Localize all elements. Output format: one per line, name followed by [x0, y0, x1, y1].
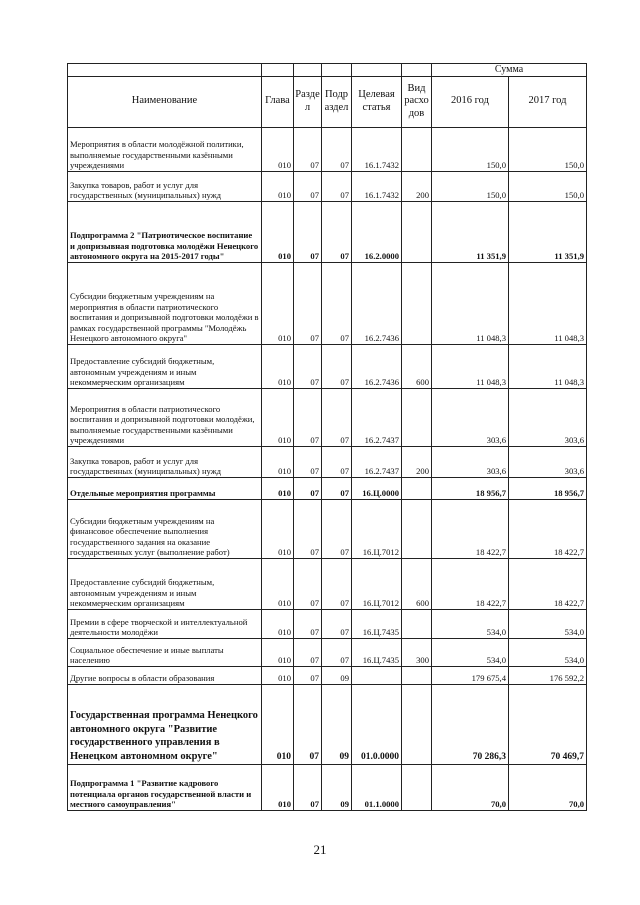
header-2016: 2016 год: [432, 76, 509, 127]
row-glava: 010: [262, 127, 294, 171]
row-amount-2017: 70,0: [509, 764, 587, 810]
row-vid: [402, 684, 432, 764]
row-name: Предоставление субсидий бюджетным, автономным учреждениям и иным некоммерческим организациям: [68, 344, 262, 388]
row-glava: 010: [262, 684, 294, 764]
row-statya: 16.2.7437: [352, 446, 402, 477]
row-amount-2016: 534,0: [432, 609, 509, 638]
table-row: [68, 499, 587, 558]
row-amount-2017: 11 048,3: [509, 344, 587, 388]
row-name: Государственная программа Ненецкого автономного округа "Развитие государственного управления в Ненецком автономном округе": [68, 684, 262, 764]
row-amount-2017: 176 592,2: [509, 666, 587, 684]
row-razdel: 07: [294, 684, 322, 764]
table-row: [68, 638, 587, 666]
row-amount-2017: 534,0: [509, 609, 587, 638]
row-glava: 010: [262, 638, 294, 666]
header-podrazdel: Подр аздел: [322, 76, 352, 127]
row-razdel: 07: [294, 344, 322, 388]
row-amount-2017: 303,6: [509, 446, 587, 477]
budget-table: [67, 63, 587, 811]
row-glava: 010: [262, 764, 294, 810]
row-vid: [402, 388, 432, 446]
row-razdel: 07: [294, 764, 322, 810]
table-row: [68, 477, 587, 499]
row-statya: 16.Ц.7435: [352, 638, 402, 666]
table-row: [68, 666, 587, 684]
row-razdel: 07: [294, 127, 322, 171]
row-name: Субсидии бюджетным учреждениям на мероприятия в области патриотического воспитания и допризывной подготовки молодёжи в рамках государственной программы "Молодёжь Ненецкого автономного округа": [68, 262, 262, 344]
row-name: Закупка товаров, работ и услуг для государственных (муниципальных) нужд: [68, 446, 262, 477]
row-name: Субсидии бюджетным учреждениям на финансовое обеспечение выполнения государственного задания на оказание государственных услуг (выполнение работ): [68, 499, 262, 558]
table-row: [68, 558, 587, 609]
table-row: [68, 201, 587, 262]
row-name: Закупка товаров, работ и услуг для государственных (муниципальных) нужд: [68, 171, 262, 201]
row-podrazdel: 07: [322, 388, 352, 446]
row-vid: 200: [402, 446, 432, 477]
row-vid: [402, 127, 432, 171]
row-statya: 16.2.7437: [352, 388, 402, 446]
header-blank: [262, 64, 294, 77]
header-summa: Сумма: [432, 64, 587, 77]
row-podrazdel: 07: [322, 171, 352, 201]
row-amount-2017: 18 422,7: [509, 499, 587, 558]
row-amount-2017: 11 351,9: [509, 201, 587, 262]
row-amount-2016: 11 351,9: [432, 201, 509, 262]
row-vid: [402, 477, 432, 499]
header-blank: [352, 64, 402, 77]
row-amount-2016: 150,0: [432, 127, 509, 171]
row-glava: 010: [262, 558, 294, 609]
row-glava: 010: [262, 446, 294, 477]
row-podrazdel: 07: [322, 499, 352, 558]
header-vid: Вид расхо дов: [402, 76, 432, 127]
header-blank: [402, 64, 432, 77]
table-row: [68, 171, 587, 201]
row-glava: 010: [262, 388, 294, 446]
table-row: [68, 684, 587, 764]
row-amount-2017: 18 422,7: [509, 558, 587, 609]
header-razdel: Разде л: [294, 76, 322, 127]
row-amount-2016: 70,0: [432, 764, 509, 810]
row-vid: [402, 666, 432, 684]
header-statya: Целевая статья: [352, 76, 402, 127]
header-2017: 2017 год: [509, 76, 587, 127]
row-statya: 16.2.0000: [352, 201, 402, 262]
row-glava: 010: [262, 477, 294, 499]
row-podrazdel: 07: [322, 477, 352, 499]
row-amount-2016: 18 956,7: [432, 477, 509, 499]
table-row: [68, 262, 587, 344]
row-razdel: 07: [294, 171, 322, 201]
row-name: Подпрограмма 1 "Развитие кадрового потенциала органов государственной власти и местного самоуправления": [68, 764, 262, 810]
table-body: [68, 127, 587, 810]
table-header: [68, 64, 587, 128]
page-number: 21: [313, 842, 327, 857]
row-statya: 16.Ц.7435: [352, 609, 402, 638]
row-razdel: 07: [294, 201, 322, 262]
row-amount-2017: 150,0: [509, 171, 587, 201]
row-amount-2017: 150,0: [509, 127, 587, 171]
row-amount-2017: 70 469,7: [509, 684, 587, 764]
row-podrazdel: 07: [322, 262, 352, 344]
row-razdel: 07: [294, 558, 322, 609]
row-vid: [402, 262, 432, 344]
row-razdel: 07: [294, 609, 322, 638]
row-statya: 16.2.7436: [352, 344, 402, 388]
row-podrazdel: 09: [322, 684, 352, 764]
row-name: Отдельные мероприятия программы: [68, 477, 262, 499]
row-name: Предоставление субсидий бюджетным, автономным учреждениям и иным некоммерческим организациям: [68, 558, 262, 609]
row-glava: 010: [262, 666, 294, 684]
row-statya: 01.1.0000: [352, 764, 402, 810]
row-podrazdel: 07: [322, 638, 352, 666]
table-row: [68, 446, 587, 477]
row-amount-2016: 179 675,4: [432, 666, 509, 684]
row-amount-2016: 11 048,3: [432, 262, 509, 344]
row-name: Социальное обеспечение и иные выплаты населению: [68, 638, 262, 666]
row-glava: 010: [262, 344, 294, 388]
row-razdel: 07: [294, 499, 322, 558]
row-podrazdel: 07: [322, 201, 352, 262]
row-razdel: 07: [294, 638, 322, 666]
header-blank: [68, 64, 262, 77]
table-row: [68, 344, 587, 388]
row-amount-2017: 18 956,7: [509, 477, 587, 499]
row-glava: 010: [262, 201, 294, 262]
row-statya: 16.Ц.0000: [352, 477, 402, 499]
row-vid: [402, 201, 432, 262]
row-name: Мероприятия в области молодёжной политики, выполняемые государственными казёнными учреждениями: [68, 127, 262, 171]
row-statya: 16.Ц.7012: [352, 558, 402, 609]
row-glava: 010: [262, 262, 294, 344]
row-amount-2016: 18 422,7: [432, 499, 509, 558]
row-amount-2016: 150,0: [432, 171, 509, 201]
table-row: [68, 609, 587, 638]
row-vid: 600: [402, 558, 432, 609]
table-row: [68, 388, 587, 446]
row-name: Подпрограмма 2 "Патриотическое воспитание и допризывная подготовка молодёжи Ненецкого автономного округа на 2015-2017 годы": [68, 201, 262, 262]
row-razdel: 07: [294, 477, 322, 499]
row-podrazdel: 09: [322, 764, 352, 810]
row-amount-2017: 534,0: [509, 638, 587, 666]
row-vid: [402, 499, 432, 558]
row-statya: 16.2.7436: [352, 262, 402, 344]
table-row: [68, 764, 587, 810]
row-amount-2016: 303,6: [432, 446, 509, 477]
row-vid: 300: [402, 638, 432, 666]
row-podrazdel: 09: [322, 666, 352, 684]
row-amount-2017: 303,6: [509, 388, 587, 446]
row-podrazdel: 07: [322, 446, 352, 477]
row-amount-2017: 11 048,3: [509, 262, 587, 344]
row-vid: [402, 764, 432, 810]
row-podrazdel: 07: [322, 609, 352, 638]
row-statya: 16.Ц.7012: [352, 499, 402, 558]
row-amount-2016: 534,0: [432, 638, 509, 666]
row-vid: 600: [402, 344, 432, 388]
row-vid: 200: [402, 171, 432, 201]
header-name: Наименование: [68, 76, 262, 127]
row-statya: 16.1.7432: [352, 127, 402, 171]
row-statya: 01.0.0000: [352, 684, 402, 764]
row-statya: 16.1.7432: [352, 171, 402, 201]
row-podrazdel: 07: [322, 344, 352, 388]
row-amount-2016: 303,6: [432, 388, 509, 446]
row-vid: [402, 609, 432, 638]
row-razdel: 07: [294, 388, 322, 446]
header-blank: [322, 64, 352, 77]
row-name: Другие вопросы в области образования: [68, 666, 262, 684]
row-amount-2016: 18 422,7: [432, 558, 509, 609]
row-podrazdel: 07: [322, 127, 352, 171]
table-row: [68, 127, 587, 171]
row-amount-2016: 70 286,3: [432, 684, 509, 764]
row-name: Мероприятия в области патриотического воспитания и допризывной подготовки молодёжи, выполняемые государственными казёнными учреждениями: [68, 388, 262, 446]
row-glava: 010: [262, 499, 294, 558]
row-razdel: 07: [294, 666, 322, 684]
header-glava: Глава: [262, 76, 294, 127]
row-glava: 010: [262, 609, 294, 638]
row-razdel: 07: [294, 446, 322, 477]
row-podrazdel: 07: [322, 558, 352, 609]
row-amount-2016: 11 048,3: [432, 344, 509, 388]
row-statya: [352, 666, 402, 684]
row-name: Премии в сфере творческой и интеллектуальной деятельности молодёжи: [68, 609, 262, 638]
row-razdel: 07: [294, 262, 322, 344]
row-glava: 010: [262, 171, 294, 201]
header-blank: [294, 64, 322, 77]
